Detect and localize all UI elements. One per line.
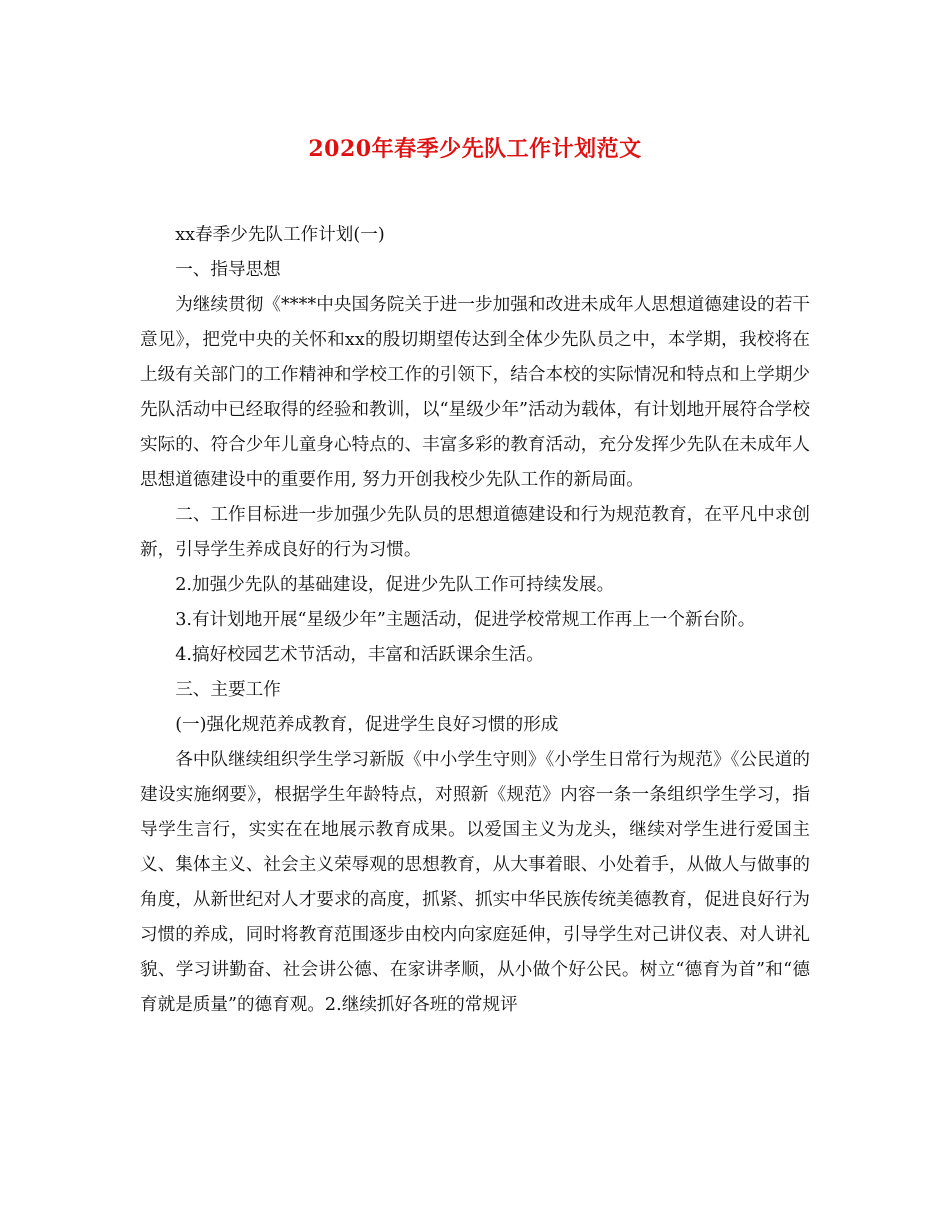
document-body: [140, 218, 810, 1023]
document-title: 2020年春季少先队工作计划范文: [308, 136, 642, 162]
body-paragraph: 4.搞好校园艺术节活动，丰富和活跃课余生活。: [175, 645, 544, 665]
section-heading: 三、主要工作: [175, 680, 281, 700]
section-heading: (一)强化规范养成教育，促进学生良好习惯的形成: [175, 715, 559, 735]
section-heading: 一、指导思想: [175, 260, 281, 280]
section-heading: xx春季少先队工作计划(一): [175, 225, 385, 245]
body-paragraph: 二、工作目标进一步加强少先队员的思想道德建设和行为规范教育，在平凡中求创新，引导学生养成良好的行为习惯。: [140, 505, 810, 560]
body-paragraph: 各中队继续组织学生学习新版《中小学生守则》《小学生日常行为规范》《公民道的建设实施纲要》，根据学生年龄特点，对照新《规范》内容一条一条组织学生学习，指导学生言行，实实在在地展示教育成果。以爱国主义为龙头，继续对学生进行爱国主义、集体主义、社会主义荣辱观的思想教育，从大事着眼、小处着手，从做人与做事的角度，从新世纪对人才要求的高度，抓紧、抓实中华民族传统美德教育，促进良好行为习惯的养成，同时将教育范围逐步由校内向家庭延伸，引导学生对己讲仪表、对人讲礼貌、学习讲勤奋、社会讲公德、在家讲孝顺，从小做个好公民。树立“德育为首”和“德育就是质量”的德育观。2.继续抓好各班的常规评: [140, 750, 810, 1015]
body-paragraph: 3.有计划地开展“星级少年”主题活动，促进学校常规工作再上一个新台阶。: [175, 610, 756, 630]
body-paragraph: 2.加强少先队的基础建设，促进少先队工作可持续发展。: [175, 575, 615, 595]
body-paragraph: 为继续贯彻《****中央国务院关于进一步加强和改进未成年人思想道德建设的若干意见》，把党中央的关怀和xx的殷切期望传达到全体少先队员之中，本学期，我校将在上级有关部门的工作精神和学校工作的引领下，结合本校的实际情况和特点和上学期少先队活动中已经取得的经验和教训，以“星级少年”活动为载体，有计划地开展符合学校实际的、符合少年儿童身心特点的、丰富多彩的教育活动，充分发挥少先队在未成年人思想道德建设中的重要作用, 努力开创我校少先队工作的新局面。: [140, 295, 810, 490]
